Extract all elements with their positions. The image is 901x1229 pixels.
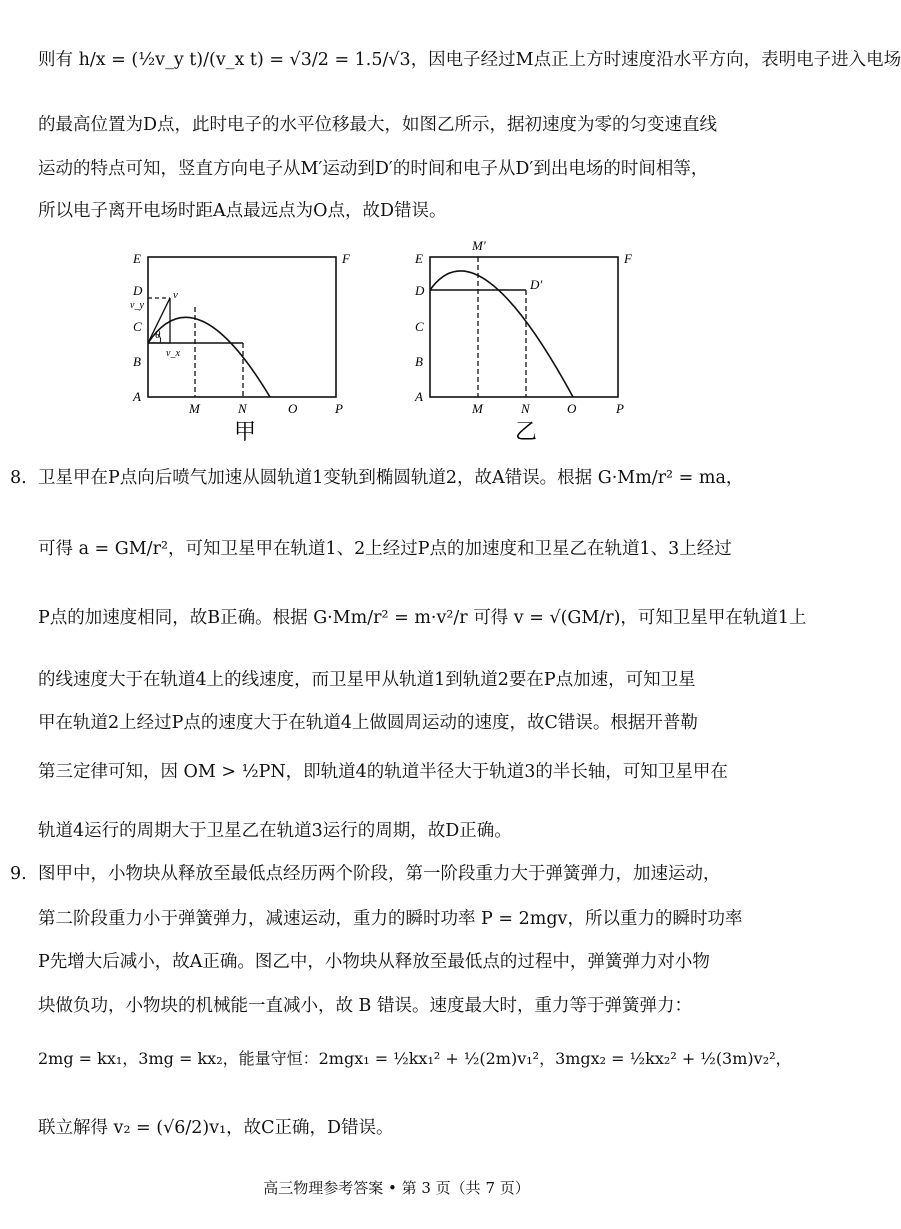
yi-label-B: B xyxy=(415,354,423,369)
jia-label-P: P xyxy=(335,401,343,416)
q8-number: 8. xyxy=(10,468,27,488)
yi-label-Mprime: M′ xyxy=(472,238,486,253)
yi-label-P: P xyxy=(616,401,624,416)
yi-label-D: D xyxy=(415,283,425,298)
jia-label-D: D xyxy=(133,283,143,298)
jia-label-A: A xyxy=(133,389,141,404)
q7-line-3: 运动的特点可知，竖直方向电子从M′运动到D′的时间和电子从D′到出电场的时间相等， xyxy=(38,159,709,179)
q8-line-7: 轨道4运行的周期大于卫星乙在轨道3运行的周期，故D正确。 xyxy=(38,821,512,841)
yi-label-C: C xyxy=(415,319,424,334)
jia-label-N: N xyxy=(238,401,247,416)
figure-yi xyxy=(414,238,633,444)
jia-label-B: B xyxy=(133,354,141,369)
jia-label-theta: θ xyxy=(155,329,161,341)
q8-line-5: 甲在轨道2上经过P点的速度大于在轨道4上做圆周运动的速度，故C错误。根据开普勒 xyxy=(38,713,698,733)
q9-number: 9. xyxy=(10,864,27,884)
jia-label-vx: v_x xyxy=(166,348,180,359)
q9-line-4: 块做负功，小物块的机械能一直减小，故 B 错误。速度最大时，重力等于弹簧弹力： xyxy=(38,996,692,1016)
jia-label-F: F xyxy=(342,251,350,266)
q8-line-3: P点的加速度相同，故B正确。根据 G·Mm/r² = m·v²/r 可得 v = √(GM/r)，可知卫星甲在轨道1上 xyxy=(38,608,807,628)
q9-line-2: 第二阶段重力小于弹簧弹力，减速运动，重力的瞬时功率 P = 2mgv，所以重力的瞬时功率 xyxy=(38,909,743,929)
q7-line-2: 的最高位置为D点，此时电子的水平位移最大，如图乙所示，据初速度为零的匀变速直线 xyxy=(38,115,718,135)
q9-line-3: P先增大后减小，故A正确。图乙中，小物块从释放至最低点的过程中，弹簧弹力对小物 xyxy=(38,952,710,972)
jia-label-M: M xyxy=(189,401,200,416)
yi-caption: 乙 xyxy=(515,419,538,444)
yi-label-F: F xyxy=(624,251,632,266)
jia-label-vy: v_y xyxy=(130,300,144,311)
jia-caption: 甲 xyxy=(234,419,257,444)
q9-line-5: 2mg = kx₁，3mg = kx₂，能量守恒：2mgx₁ = ½kx₁² + ½(2m)v₁²，3mgx₂ = ½kx₂² + ½(3m)v₂²， xyxy=(38,1049,792,1068)
yi-label-Dprime: D′ xyxy=(530,277,543,292)
figure-jia xyxy=(130,251,351,444)
q7-line-4: 所以电子离开电场时距A点最远点为O点，故D错误。 xyxy=(38,201,447,221)
q8-line-2: 可得 a = GM/r²，可知卫星甲在轨道1、2上经过P点的加速度和卫星乙在轨道1、3上经过 xyxy=(38,539,732,559)
q9-line-6: 联立解得 v₂ = (√6/2)v₁，故C正确，D错误。 xyxy=(38,1118,394,1138)
q8-line-1: 卫星甲在P点向后喷气加速从圆轨道1变轨到椭圆轨道2，故A错误。根据 G·Mm/r² = ma， xyxy=(38,468,744,488)
yi-label-O: O xyxy=(567,401,577,416)
q8-line-4: 的线速度大于在轨道4上的线速度，而卫星甲从轨道1到轨道2要在P点加速，可知卫星 xyxy=(38,670,696,690)
jia-label-C: C xyxy=(133,319,142,334)
yi-label-A: A xyxy=(415,389,423,404)
yi-label-E: E xyxy=(415,251,423,266)
q9-line-1: 图甲中，小物块从释放至最低点经历两个阶段，第一阶段重力大于弹簧弹力，加速运动， xyxy=(38,864,721,884)
jia-label-O: O xyxy=(288,401,298,416)
jia-label-v: v xyxy=(173,289,178,301)
yi-label-N: N xyxy=(521,401,530,416)
jia-label-E: E xyxy=(133,251,141,266)
q7-line-1: 则有 h/x = (½v_y t)/(v_x t) = √3/2 = 1.5/√3，因电子经过M点正上方时速度沿水平方向，表明电子进入电场 xyxy=(38,50,901,70)
figures xyxy=(0,232,793,442)
yi-label-M: M xyxy=(472,401,483,416)
q8-line-6: 第三定律可知，因 OM > ½PN，即轨道4的轨道半径大于轨道3的半长轴，可知卫星甲在 xyxy=(38,762,728,782)
page-footer: 高三物理参考答案 • 第 3 页（共 7 页） xyxy=(263,1179,530,1197)
q7-formula-1: 则有 h/x = (½v_y t)/(v_x t) = √3/2 = 1.5/√3 xyxy=(38,50,411,70)
